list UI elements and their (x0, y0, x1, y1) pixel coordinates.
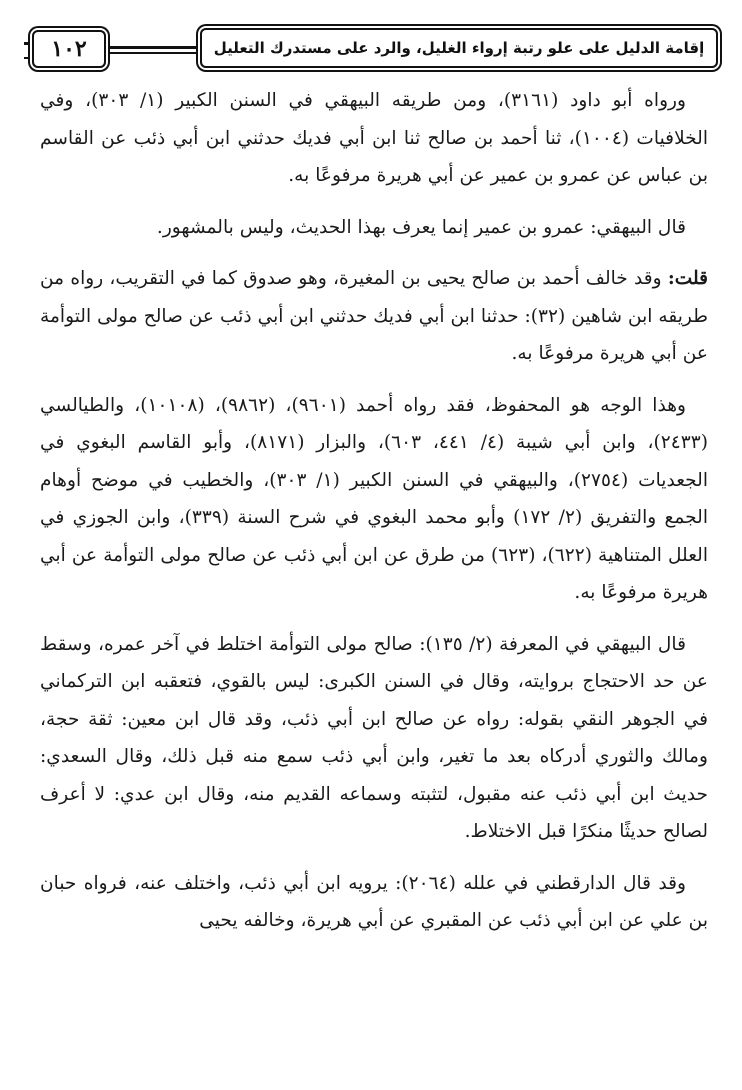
paragraph-1: ورواه أبو داود (٣١٦١)، ومن طريقه البيهقي في السنن الكبير (١/ ٣٠٣)، وفي الخلافيات (١٠٠٤)، ثنا أحمد بن صالح ثنا ابن أبي فديك حدثني ابن أبي ذئب عن القاسم بن عباس عن عمرو بن عمير عن أبي هريرة مرفوعًا به. (40, 90, 709, 186)
qult-label: قلت: (667, 268, 708, 289)
paragraph-6: وقد قال الدارقطني في علله (٢٠٦٤): يرويه ابن أبي ذئب، واختلف عنه، فرواه حبان بن علي عن ابن أبي ذئب عن المقبري عن أبي هريرة، وخالفه يحيى (40, 872, 708, 931)
header-rule (108, 46, 200, 49)
paragraph-5: قال البيهقي في المعرفة (٢/ ١٣٥): صالح مولى التوأمة اختلط في آخر عمره، وسقط عن حد الاحتجاج بروايته، وقال في السنن الكبرى: ليس بالقوي، فتعقبه ابن التركماني في الجوهر النقي بقوله: رواه عن صالح ابن أبي ذئب، وقد قال ابن معين: ثقة حجة، ومالك والثوري أدركاه بعد ما تغير، وابن أبي ذئب سمع منه قبل ذلك، وقال السعدي: حديث ابن أبي ذئب عنه مقبول، لتثبته وسماعه القديم منه، وقال ابن عدي: لا أعرف لصالح حديثًا منكرًا قبل الاختلاط. (40, 633, 708, 842)
paragraph-4: وهذا الوجه هو المحفوظ، فقد رواه أحمد (٩٦٠١)، (٩٨٦٢)، (١٠١٠٨)، والطيالسي (٢٤٣٣)، وابن أبي شيبة (٤/ ٤٤١، ٦٠٣)، والبزار (٨١٧١)، وأبو القاسم البغوي في الجعديات (٢٧٥٤)، والبيهقي في السنن الكبير (١/ ٣٠٣)، والخطيب في موضح أوهام الجمع والتفريق (٢/ ١٧٢) وأبو محمد البغوي في شرح السنة (٣٣٩)، وابن الجوزي في العلل المتناهية (٦٢٢)، (٦٢٣) من طرق عن ابن أبي ذئب عن صالح مولى التوأمة عن أبي هريرة مرفوعًا به. (40, 394, 709, 603)
header-ornament (24, 42, 32, 59)
paragraph-3-text: وقد خالف أحمد بن صالح يحيى بن المغيرة، وهو صدوق كما في التقريب، رواه من طريقه ابن شاهين (٣٢): حدثنا ابن أبي فديك حدثني ابن أبي ذئب عن صالح مولى التوأمة عن أبي هريرة مرفوعًا به. (40, 268, 708, 364)
running-title: إقامة الدليل على علو رتبة إرواء الغليل، والرد على مستدرك التعليل (200, 28, 718, 68)
paragraph-2: قال البيهقي: عمرو بن عمير إنما يعرف بهذا الحديث، وليس بالمشهور. (156, 216, 686, 238)
body-text (40, 82, 708, 954)
page-number: ١٠٢ (32, 30, 106, 68)
paragraph-3 (40, 260, 708, 373)
page-header (24, 22, 724, 78)
header-rule-thin (108, 52, 200, 54)
